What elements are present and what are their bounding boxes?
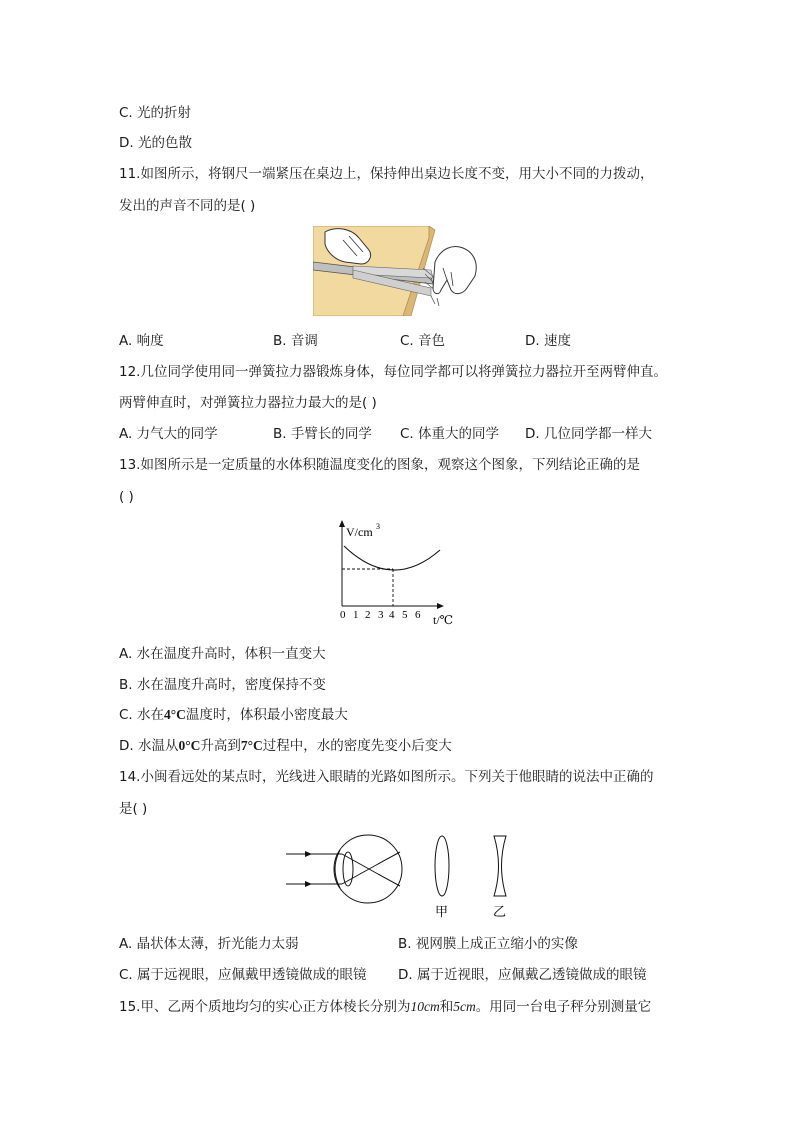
q13-option-d-temp2: 7°C: [240, 738, 263, 753]
q13-option-c-post: 温度时，体积最小密度最大: [185, 707, 348, 723]
graph-ylabel-superscript: 3: [376, 522, 380, 531]
q11-option-a: A. 响度: [119, 333, 164, 349]
graph-x-arrow: [437, 603, 444, 609]
convex-lens-jia: [435, 836, 449, 896]
q15-length-2: 5: [453, 999, 460, 1014]
q13-volume-temperature-graph: [330, 518, 460, 628]
refracted-top: [342, 854, 378, 874]
q14-stem-line1: 14.小闽看远处的某点时，光线进入眼睛的光路如图所示。下列关于他眼睛的说法中正确的: [119, 769, 654, 785]
q15-stem-pre: 15.甲、乙两个质地均匀的实心正方体棱长分别为: [119, 999, 411, 1015]
refracted-bottom-after: [378, 852, 400, 864]
q13-option-b: B. 水在温度升高时，密度保持不变: [119, 677, 326, 693]
graph-y-arrow: [339, 520, 345, 527]
graph-tick-1: 1: [353, 609, 359, 621]
q10-option-d: D. 光的色散: [119, 135, 192, 151]
graph-tick-2: 2: [365, 609, 371, 621]
q11-option-d: D. 速度: [525, 333, 571, 349]
graph-tick-4: 4: [389, 609, 395, 621]
ray-bottom-arrow: [305, 881, 312, 887]
q14-option-b: B. 视网膜上成正立缩小的实像: [398, 936, 578, 952]
q12-option-d: D. 几位同学都一样大: [525, 426, 652, 442]
concave-lens-yi: [494, 836, 506, 896]
q15-stem-line1: [119, 998, 651, 1016]
graph-tick-0: 0: [340, 609, 346, 621]
q10-option-c: C. 光的折射: [119, 105, 192, 121]
q13-option-c: [119, 706, 348, 724]
q11-option-c: C. 音色: [400, 333, 446, 349]
q13-option-d-mid: 升高到: [200, 738, 241, 754]
q13-option-d: [119, 737, 452, 755]
graph-tick-5: 5: [402, 609, 408, 621]
q13-option-d-temp1: 0°C: [178, 738, 201, 753]
q15-stem-mid: 和: [439, 999, 454, 1015]
q11-option-b: B. 音调: [273, 333, 318, 349]
q14-stem-line2: 是( ): [119, 801, 148, 817]
q12-stem-line2: 两臂伸直时，对弹簧拉力器拉力最大的是( ): [119, 395, 377, 411]
q15-length-1: 10: [410, 999, 424, 1014]
cornea: [335, 850, 340, 888]
q12-option-a: A. 力气大的同学: [119, 426, 218, 442]
q12-option-b: B. 手臂长的同学: [273, 426, 372, 442]
q13-stem-line1: 13.如图所示是一定质量的水体积随温度变化的图象，观察这个图象，下列结论正确的是: [119, 457, 640, 473]
graph-tick-6: 6: [415, 609, 421, 621]
q11-figure-ruler-on-desk: [313, 226, 481, 316]
q14-option-a: A. 晶状体太薄，折光能力太弱: [119, 936, 299, 952]
refracted-top-after: [378, 874, 400, 886]
q13-option-d-pre: D. 水温从: [119, 738, 179, 754]
graph-tick-3: 3: [378, 609, 384, 621]
q13-stem-line2: ( ): [119, 489, 134, 505]
graph-volume-curve: [344, 546, 440, 570]
ray-top-arrow: [305, 851, 312, 857]
q12-option-c: C. 体重大的同学: [400, 426, 500, 442]
q14-option-d: D. 属于近视眼，应佩戴乙透镜做成的眼镜: [398, 967, 647, 983]
graph-ylabel: V/cm: [346, 525, 373, 539]
refracted-bottom: [342, 864, 378, 884]
q14-option-c: C. 属于远视眼，应佩戴甲透镜做成的眼镜: [119, 967, 367, 983]
q15-unit-2: cm: [459, 999, 476, 1014]
graph-xlabel: t/℃: [433, 613, 454, 627]
q13-option-a: A. 水在温度升高时，体积一直变大: [119, 646, 326, 662]
q11-stem-line1: 11.如图所示，将钢尺一端紧压在桌边上，保持伸出桌边长度不变，用大小不同的力拨动，: [119, 166, 654, 182]
lens-label-jia: 甲: [435, 904, 449, 919]
q14-eye-lens-figure: [284, 830, 524, 922]
q15-stem-post: 。用同一台电子秤分别测量它: [475, 999, 652, 1015]
q15-unit-1: cm: [423, 999, 440, 1014]
q13-option-c-pre: C. 水在: [119, 707, 165, 723]
q13-option-c-temp: 4°C: [164, 707, 186, 722]
q13-option-d-post: 过程中，水的密度先变小后变大: [262, 738, 452, 754]
lens-label-yi: 乙: [493, 904, 507, 919]
q12-stem-line1: 12.几位同学使用同一弹簧拉力器锻炼身体，每位同学都可以将弹簧拉力器拉开至两臂伸直。: [119, 364, 667, 380]
q11-stem-line2: 发出的声音不同的是( ): [119, 198, 256, 214]
